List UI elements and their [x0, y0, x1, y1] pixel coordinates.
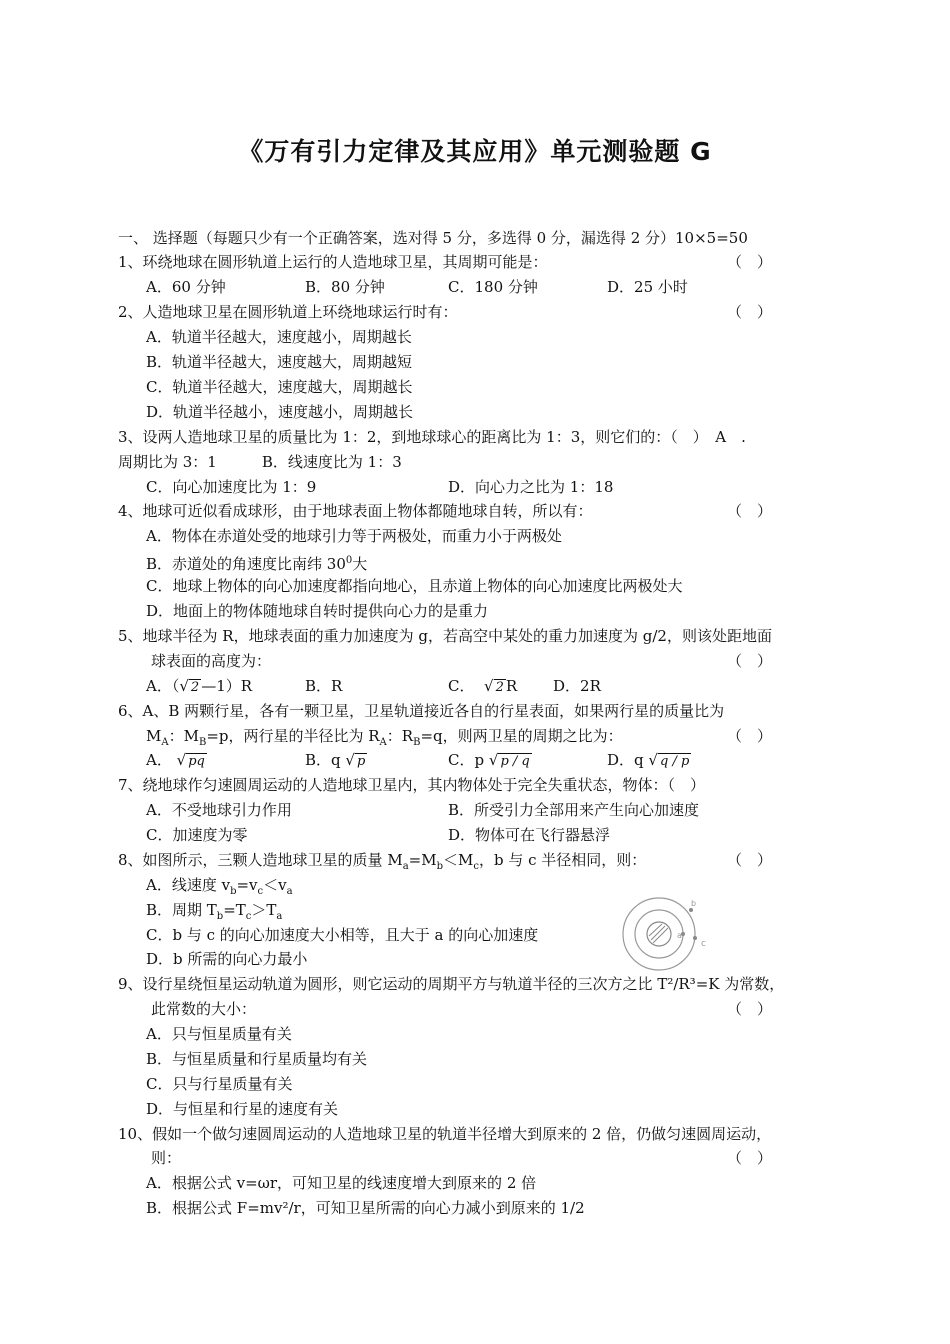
q3-line2: 周期比为 3：1 B．线速度比为 1：3 — [118, 453, 402, 471]
q6-option-a: A． √ pq — [146, 750, 207, 772]
q9-option-b: B．与恒星质量和行星质量均有关 — [146, 1050, 368, 1068]
q5-option-a: A．（√ 2 —1）R — [146, 676, 252, 698]
q1-option-b: B．80 分钟 — [305, 278, 385, 296]
q7-option-b: B．所受引力全部用来产生向心加速度 — [448, 801, 700, 819]
q6-option-d: D．q √ q / p — [607, 750, 691, 772]
q2-option-b: B．轨道半径越大，速度越大，周期越短 — [146, 353, 413, 371]
satellite-c — [693, 936, 697, 940]
q9-answer-blank: （ ） — [727, 1000, 773, 1018]
q1-answer-blank: （ ） — [727, 253, 773, 271]
q3-stem: 3、设两人造地球卫星的质量比为 1：2，到地球球心的距离比为 1：3，则它们的：（ ） A . — [118, 428, 746, 446]
q6-stem-cont: $M_A$：$M_B=p$，两行星的半径比为 $R_A$：$R_B=q$，则两卫星的周期之比为： — [146, 727, 623, 748]
q5-option-b: B．R — [305, 677, 343, 695]
q1-option-d: D．25 小时 — [607, 278, 688, 296]
section-header: 一、 选择题（每题只少有一个正确答案，选对得 5 分，多选得 0 分，漏选得 2 分）10×5=50 — [118, 229, 748, 247]
sqrt-symbol: √ q / p — [648, 751, 690, 769]
label-b: b — [691, 899, 697, 908]
q1-option-a: A．60 分钟 — [146, 278, 226, 296]
q5-stem: 5、地球半径为 R，地球表面的重力加速度为 g，若高空中某处的重力加速度为 g/2，则该处距地面 — [118, 627, 772, 645]
q4-option-a: A．物体在赤道处受的地球引力等于两极处，而重力小于两极处 — [146, 527, 562, 545]
q2-option-a: A．轨道半径越大，速度越小，周期越长 — [146, 328, 412, 346]
q8-option-d: D．b 所需的向心力最小 — [146, 950, 308, 968]
sqrt-symbol: √ pq — [176, 751, 205, 769]
q7-option-d: D．物体可在飞行器悬浮 — [448, 826, 611, 844]
q1-stem: 1、环绕地球在圆形轨道上运行的人造地球卫星，其周期可能是： — [118, 253, 548, 271]
q7-stem: 7、绕地球作匀速圆周运动的人造地球卫星内，其内物体处于完全失重状态，物体：（ ） — [118, 776, 706, 794]
sqrt-symbol: √ 2 — [484, 677, 504, 695]
q9-stem: 9、设行星绕恒星运动轨道为圆形，则它运动的周期平方与轨道半径的三次方之比 T²/R³=K 为常数， — [118, 975, 785, 993]
q10-answer-blank: （ ） — [727, 1149, 773, 1167]
q4-option-b: B．赤道处的角速度比南纬 $30^0$大 — [146, 555, 368, 573]
q8-option-c: C．b 与 c 的向心加速度大小相等，且大于 a 的向心加速度 — [146, 926, 539, 944]
sqrt-symbol: √ p — [345, 751, 366, 769]
label-c: c — [701, 939, 706, 949]
q8-stem: 8、如图所示，三颗人造地球卫星的质量 $M_a=M_b<M_c$，b 与 c 半径相同，则： — [118, 851, 647, 872]
satellite-orbit-figure — [615, 876, 725, 976]
q3-option-c: C．向心加速度比为 1：9 — [146, 478, 317, 496]
q6-answer-blank: （ ） — [727, 727, 773, 745]
q6-stem: 6、A、B 两颗行星，各有一颗卫星，卫星轨道接近各自的行星表面，如果两行星的质量比为 — [118, 702, 725, 720]
q4-answer-blank: （ ） — [727, 502, 773, 520]
q10-option-a: A．根据公式 v=ωr，可知卫星的线速度增大到原来的 2 倍 — [146, 1174, 537, 1192]
q7-option-c: C．加速度为零 — [146, 826, 248, 844]
q2-stem: 2、人造地球卫星在圆形轨道上环绕地球运行时有： — [118, 303, 458, 321]
q10-stem: 10、假如一个做匀速圆周运动的人造地球卫星的轨道半径增大到原来的 2 倍，仍做匀速圆周运动， — [118, 1125, 772, 1143]
q9-stem-cont: 此常数的大小： — [151, 1000, 257, 1018]
q9-option-d: D．与恒星和行星的速度有关 — [146, 1100, 339, 1118]
q5-answer-blank: （ ） — [727, 652, 773, 670]
q4-option-d: D．地面上的物体随地球自转时提供向心力的是重力 — [146, 602, 489, 620]
q4-stem: 4、地球可近似看成球形，由于地球表面上物体都随地球自转，所以有： — [118, 502, 593, 520]
q9-option-a: A．只与恒星质量有关 — [146, 1025, 292, 1043]
q5-stem-cont: 球表面的高度为： — [151, 652, 272, 670]
q1-option-c: C．180 分钟 — [448, 278, 538, 296]
sqrt-symbol: √ 2 — [179, 677, 200, 695]
q5-option-c: C． √ 2 R — [448, 676, 517, 698]
q10-stem-cont: 则： — [151, 1149, 182, 1167]
q4-option-c: C．地球上物体的向心加速度都指向地心，且赤道上物体的向心加速度比两极处大 — [146, 577, 683, 595]
satellite-b — [689, 908, 693, 912]
sqrt-symbol: √ p / q — [488, 751, 530, 769]
q8-option-a: A．线速度 $v_b=v_c<v_a$ — [146, 876, 293, 897]
q8-answer-blank: （ ） — [727, 851, 773, 869]
q2-option-d: D．轨道半径越小，速度越小，周期越长 — [146, 403, 414, 421]
q9-option-c: C．只与行星质量有关 — [146, 1075, 293, 1093]
q8-option-b: B．周期 $T_b=T_c>T_a$ — [146, 901, 283, 922]
label-a: a — [677, 931, 682, 940]
q2-option-c: C．轨道半径越大，速度越大，周期越长 — [146, 378, 413, 396]
q10-option-b: B．根据公式 F=mv²/r，可知卫星所需的向心力减小到原来的 1/2 — [146, 1199, 585, 1217]
q5-option-d: D．2R — [553, 677, 601, 695]
q6-option-c: C．p √ p / q — [448, 750, 532, 772]
q2-answer-blank: （ ） — [727, 303, 773, 321]
q3-option-d: D．向心力之比为 1：18 — [448, 478, 614, 496]
page-title: 《万有引力定律及其应用》单元测验题 G — [238, 137, 712, 166]
q6-option-b: B．q √ p — [305, 750, 367, 772]
q7-option-a: A．不受地球引力作用 — [146, 801, 292, 819]
